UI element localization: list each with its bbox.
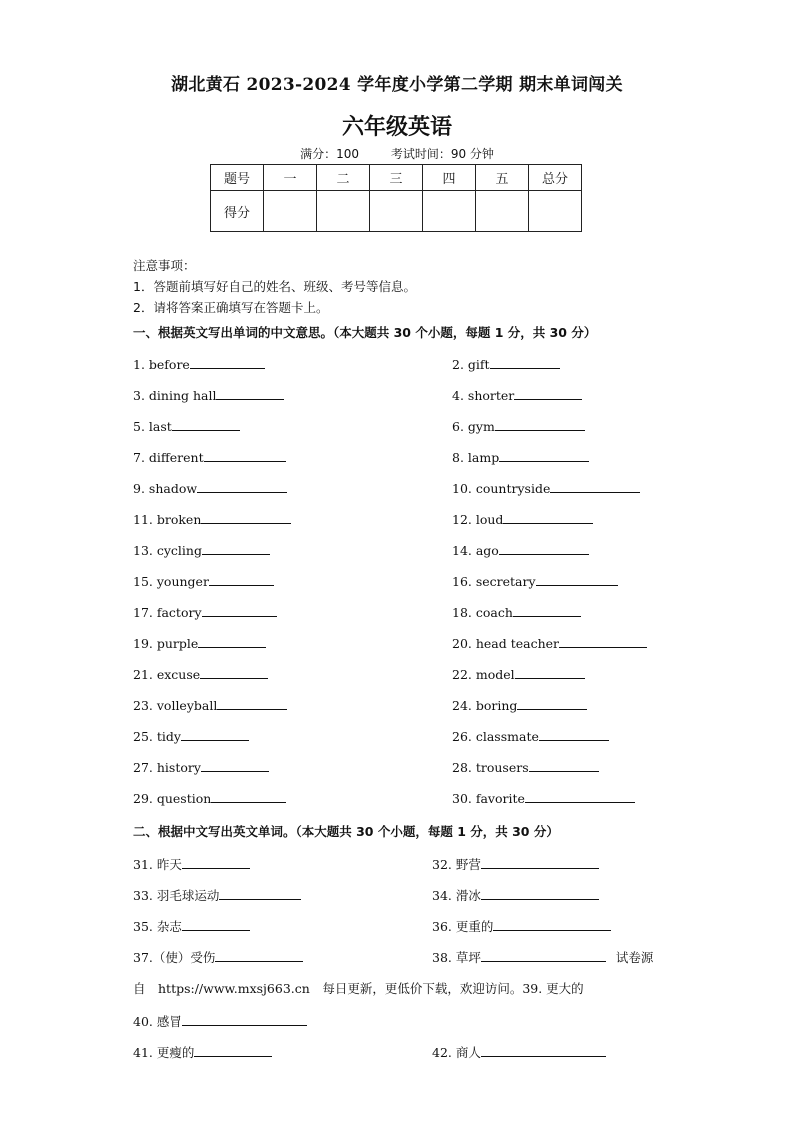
question-text: 37.（使）受伤: [133, 950, 216, 965]
question-item: [133, 1012, 307, 1030]
question-text: 40. 感冒: [133, 1014, 182, 1029]
question-item: [452, 356, 560, 372]
answer-blank[interactable]: [481, 887, 599, 900]
question-text: 2. gift: [452, 357, 490, 372]
question-text: 10. countryside: [452, 481, 551, 496]
question-text: 6. gym: [452, 419, 495, 434]
page-subtitle: 六年级英语: [341, 114, 452, 140]
score-header-cell: 三: [370, 165, 423, 191]
score-header-cell: 二: [317, 165, 370, 191]
score-header-cell: 一: [264, 165, 317, 191]
source-line: 自 https://www.mxsj663.cn 每日更新，更低价下载，欢迎访问。39. 更大的: [133, 981, 584, 996]
question-text: 36. 更重的: [432, 919, 494, 934]
answer-blank[interactable]: [217, 697, 287, 710]
score-header-cell: 五: [476, 165, 529, 191]
answer-blank[interactable]: [182, 918, 250, 931]
question-text: 11. broken: [133, 512, 202, 527]
question-text: 41. 更瘦的: [133, 1045, 195, 1060]
question-text: 21. excuse: [133, 667, 201, 682]
question-item: [133, 449, 286, 465]
question-text: 20. head teacher: [452, 636, 560, 651]
question-text: 9. shadow: [133, 481, 198, 496]
full-score: 满分：100: [300, 147, 359, 161]
question-text: 35. 杂志: [133, 919, 182, 934]
question-item: [452, 666, 585, 682]
question-text: 32. 野营: [432, 857, 481, 872]
question-text: 17. factory: [133, 605, 202, 620]
question-text: 34. 滑冰: [432, 888, 481, 903]
answer-blank[interactable]: [194, 1044, 272, 1057]
question-text: 26. classmate: [452, 729, 539, 744]
question-text: 28. trousers: [452, 760, 529, 775]
question-item: [133, 480, 287, 496]
question-text: 27. history: [133, 760, 201, 775]
score-row-label: 得分: [211, 191, 264, 232]
answer-blank[interactable]: [211, 790, 286, 803]
answer-blank[interactable]: [559, 635, 647, 648]
notes-heading: 注意事项：: [133, 258, 196, 273]
question-item: [133, 666, 268, 682]
answer-blank[interactable]: [202, 604, 277, 617]
question-text: 31. 昨天: [133, 857, 182, 872]
question-item: [452, 418, 585, 434]
question-item: [133, 635, 266, 651]
exam-time: 考试时间：90 分钟: [390, 147, 494, 161]
answer-blank[interactable]: [190, 356, 265, 369]
score-cell[interactable]: [370, 191, 423, 232]
note-item: 2．请将答案正确填写在答题卡上。: [133, 300, 329, 315]
answer-blank[interactable]: [182, 856, 250, 869]
question-item: [452, 449, 589, 465]
question-item: [452, 759, 599, 775]
question-item: [133, 511, 291, 527]
question-item: [452, 480, 640, 496]
question-text: 23. volleyball: [133, 698, 218, 713]
answer-blank[interactable]: [202, 542, 270, 555]
answer-blank[interactable]: [499, 542, 589, 555]
notes: [133, 255, 416, 318]
question-text: 3. dining hall: [133, 388, 217, 403]
score-table: [210, 164, 582, 232]
question-item: [432, 948, 653, 966]
answer-blank[interactable]: [209, 573, 274, 586]
question-text: 8. lamp: [452, 450, 500, 465]
answer-blank[interactable]: [481, 1044, 606, 1057]
section1-heading: 一、根据英文写出单词的中文意思。（本大题共 30 个小题，每题 1 分，共 30 分）: [133, 325, 597, 340]
answer-blank[interactable]: [215, 949, 303, 962]
answer-blank[interactable]: [481, 949, 606, 962]
answer-blank[interactable]: [499, 449, 589, 462]
answer-blank[interactable]: [200, 666, 268, 679]
question-item: [432, 886, 599, 904]
answer-blank[interactable]: [182, 1013, 307, 1026]
answer-blank[interactable]: [481, 856, 599, 869]
answer-blank[interactable]: [514, 387, 582, 400]
question-text: 30. favorite: [452, 791, 525, 806]
answer-blank[interactable]: [536, 573, 618, 586]
answer-blank[interactable]: [525, 790, 635, 803]
note-item: 1．答题前填写好自己的姓名、班级、考号等信息。: [133, 279, 416, 294]
question-item: [452, 728, 609, 744]
question-text: 29. question: [133, 791, 212, 806]
answer-blank[interactable]: [515, 666, 585, 679]
answer-blank[interactable]: [503, 511, 593, 524]
answer-blank[interactable]: [513, 604, 581, 617]
question-text: 4. shorter: [452, 388, 515, 403]
score-header-cell: 题号: [211, 165, 264, 191]
page-title: 湖北黄石 2023-2024 学年度小学第二学期 期末单词闯关: [171, 75, 623, 95]
question-text: 42. 商人: [432, 1045, 481, 1060]
question-item: [452, 573, 618, 589]
score-cell[interactable]: [317, 191, 370, 232]
answer-blank[interactable]: [517, 697, 587, 710]
question-item: [133, 917, 250, 935]
question-item: [133, 573, 274, 589]
question-text: 18. coach: [452, 605, 513, 620]
question-text: 14. ago: [452, 543, 499, 558]
question-item: [133, 387, 284, 403]
question-item: [133, 1043, 272, 1061]
answer-blank[interactable]: [198, 635, 266, 648]
question-item: [133, 356, 265, 372]
answer-blank[interactable]: [219, 887, 301, 900]
question-text: 25. tidy: [133, 729, 181, 744]
score-cell[interactable]: [476, 191, 529, 232]
question-item: [133, 697, 287, 713]
question-text: 12. loud: [452, 512, 504, 527]
question-text: 22. model: [452, 667, 515, 682]
question-item: [133, 728, 249, 744]
section2-heading: 二、根据中文写出英文单词。（本大题共 30 个小题，每题 1 分，共 30 分）: [133, 824, 559, 839]
question-text: 13. cycling: [133, 543, 202, 558]
question-item: [133, 855, 250, 873]
question-item: [452, 387, 582, 403]
question-item: [452, 542, 589, 558]
question-item: [133, 759, 269, 775]
answer-blank[interactable]: [493, 918, 611, 931]
answer-blank[interactable]: [172, 418, 240, 431]
question-item: [452, 790, 635, 806]
question-item: [133, 886, 301, 904]
question-item: [432, 917, 611, 935]
answer-blank[interactable]: [495, 418, 585, 431]
question-item: [133, 542, 270, 558]
question-item: [452, 635, 647, 651]
question-item: [133, 948, 303, 966]
exam-meta: [0, 145, 794, 162]
question-item: [452, 604, 581, 620]
question-text: 19. purple: [133, 636, 199, 651]
question-text: 38. 草坪: [432, 950, 481, 965]
score-header-cell: 四: [423, 165, 476, 191]
question-text: 7. different: [133, 450, 204, 465]
question-text: 33. 羽毛球运动: [133, 888, 220, 903]
answer-blank[interactable]: [204, 449, 286, 462]
answer-blank[interactable]: [201, 759, 269, 772]
question-item: [432, 855, 599, 873]
score-cell[interactable]: [264, 191, 317, 232]
question-text: 24. boring: [452, 698, 518, 713]
question-item: [133, 604, 277, 620]
answer-blank[interactable]: [539, 728, 609, 741]
question-item: [432, 1043, 606, 1061]
score-header-cell: 总分: [529, 165, 582, 191]
question-text: 5. last: [133, 419, 172, 434]
answer-blank[interactable]: [216, 387, 284, 400]
question-text: 1. before: [133, 357, 190, 372]
trailing-text: 试卷源: [615, 950, 654, 965]
score-cell[interactable]: [423, 191, 476, 232]
answer-blank[interactable]: [529, 759, 599, 772]
answer-blank[interactable]: [490, 356, 560, 369]
answer-blank[interactable]: [550, 480, 640, 493]
question-item: [452, 511, 593, 527]
score-cell[interactable]: [529, 191, 582, 232]
question-item: [133, 418, 240, 434]
question-item: [133, 790, 286, 806]
question-text: 16. secretary: [452, 574, 536, 589]
answer-blank[interactable]: [181, 728, 249, 741]
answer-blank[interactable]: [201, 511, 291, 524]
answer-blank[interactable]: [197, 480, 287, 493]
question-item: [452, 697, 587, 713]
question-text: 15. younger: [133, 574, 209, 589]
